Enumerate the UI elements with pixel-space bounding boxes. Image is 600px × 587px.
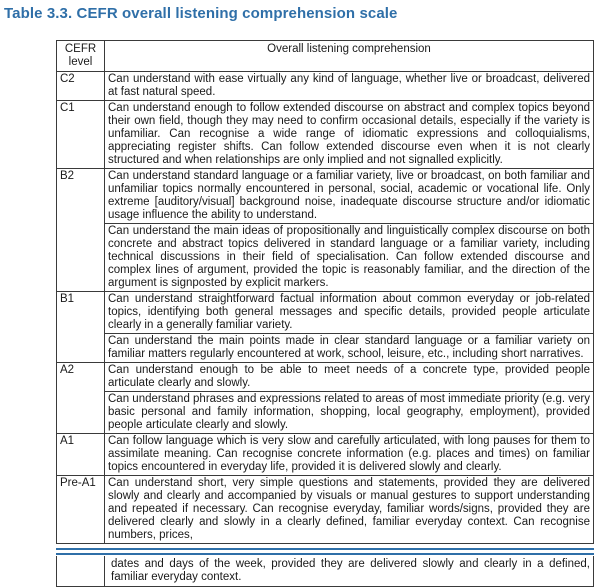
table-row	[57, 101, 594, 169]
page-title: Table 3.3. CEFR overall listening comprehension scale	[4, 5, 398, 22]
table-row	[57, 392, 594, 434]
continuation-level-cell	[56, 556, 105, 587]
row-descriptor: Can understand the main ideas of propositionally and linguistically complex discourse on both concrete and abstract topics delivered in standard language or a familiar variety, including technical discussions in their field of specialisation. Can follow extended discourse and complex lines of argument, provided the topic is reasonably familiar, and the direction of the argument is signposted by explicit markers.	[105, 224, 594, 292]
table-row	[57, 363, 594, 392]
row-level-b1: B1	[57, 292, 105, 363]
row-level-a1: A1	[57, 434, 105, 476]
row-descriptor: Can understand phrases and expressions related to areas of most immediate priority (e.g. very basic personal and family information, shopping, local geography, employment), provided people articulate clearly and slowly.	[105, 392, 594, 434]
row-descriptor: Can understand enough to follow extended discourse on abstract and complex topics beyond their own field, though they may need to confirm occasional details, especially if the variety is unfamiliar. Can recognise a wide range of idiomatic expressions and colloquialisms, appreciating register shifts. Can follow extended discourse even when it is not clearly structured and when relationships are only implied and not signalled explicitly.	[105, 101, 594, 169]
table-row	[57, 72, 594, 101]
header-cefr-level: CEFR level	[57, 41, 105, 72]
continuation-descriptor: dates and days of the week, provided they are delivered slowly and clearly in a defined, familiar everyday context.	[104, 556, 594, 587]
table-row	[57, 169, 594, 224]
row-descriptor: Can follow language which is very slow and carefully articulated, with long pauses for them to assimilate meaning. Can recognise concrete information (e.g. places and times) on familiar topics encountered in everyday life, provided it is delivered slowly and clearly.	[105, 434, 594, 476]
table-row	[57, 334, 594, 363]
row-level-a2: A2	[57, 363, 105, 434]
row-descriptor: Can understand the main points made in clear standard language or a familiar variety on familiar matters regularly encountered at work, school, leisure, etc., including short narratives.	[105, 334, 594, 363]
row-level-b2: B2	[57, 169, 105, 292]
row-descriptor: Can understand standard language or a familiar variety, live or broadcast, on both familiar and unfamiliar topics normally encountered in personal, social, academic or vocational life. Only extreme [auditory/visual] background noise, inadequate discourse structure and/or idiomatic usage influence the ability to understand.	[105, 169, 594, 224]
table-row	[57, 434, 594, 476]
header-descriptor: Overall listening comprehension	[105, 41, 594, 72]
table-header-row	[57, 41, 594, 72]
table-row	[57, 476, 594, 544]
row-level-c2: C2	[57, 72, 105, 101]
row-descriptor: Can understand with ease virtually any kind of language, whether live or broadcast, delivered at fast natural speed.	[105, 72, 594, 101]
row-descriptor: Can understand enough to be able to meet needs of a concrete type, provided people articulate clearly and slowly.	[105, 363, 594, 392]
row-level-c1: C1	[57, 101, 105, 169]
table-row	[57, 224, 594, 292]
page-break-rule-top	[56, 548, 594, 550]
row-descriptor: Can understand straightforward factual information about common everyday or job-related topics, identifying both general messages and specific details, provided people articulate clearly in a generally familiar variety.	[105, 292, 594, 334]
row-level-pre-a1: Pre-A1	[57, 476, 105, 544]
row-descriptor: Can understand short, very simple questions and statements, provided they are delivered slowly and clearly and accompanied by visuals or manual gestures to support understanding and repeated if necessary. Can recognise everyday, familiar words/signs, provided they are delivered clearly and slowly in a clearly defined, familiar everyday context. Can recognise numbers, prices,	[105, 476, 594, 544]
table-row	[57, 292, 594, 334]
cefr-listening-table	[56, 40, 594, 544]
page-break-rule-bottom	[56, 553, 594, 555]
